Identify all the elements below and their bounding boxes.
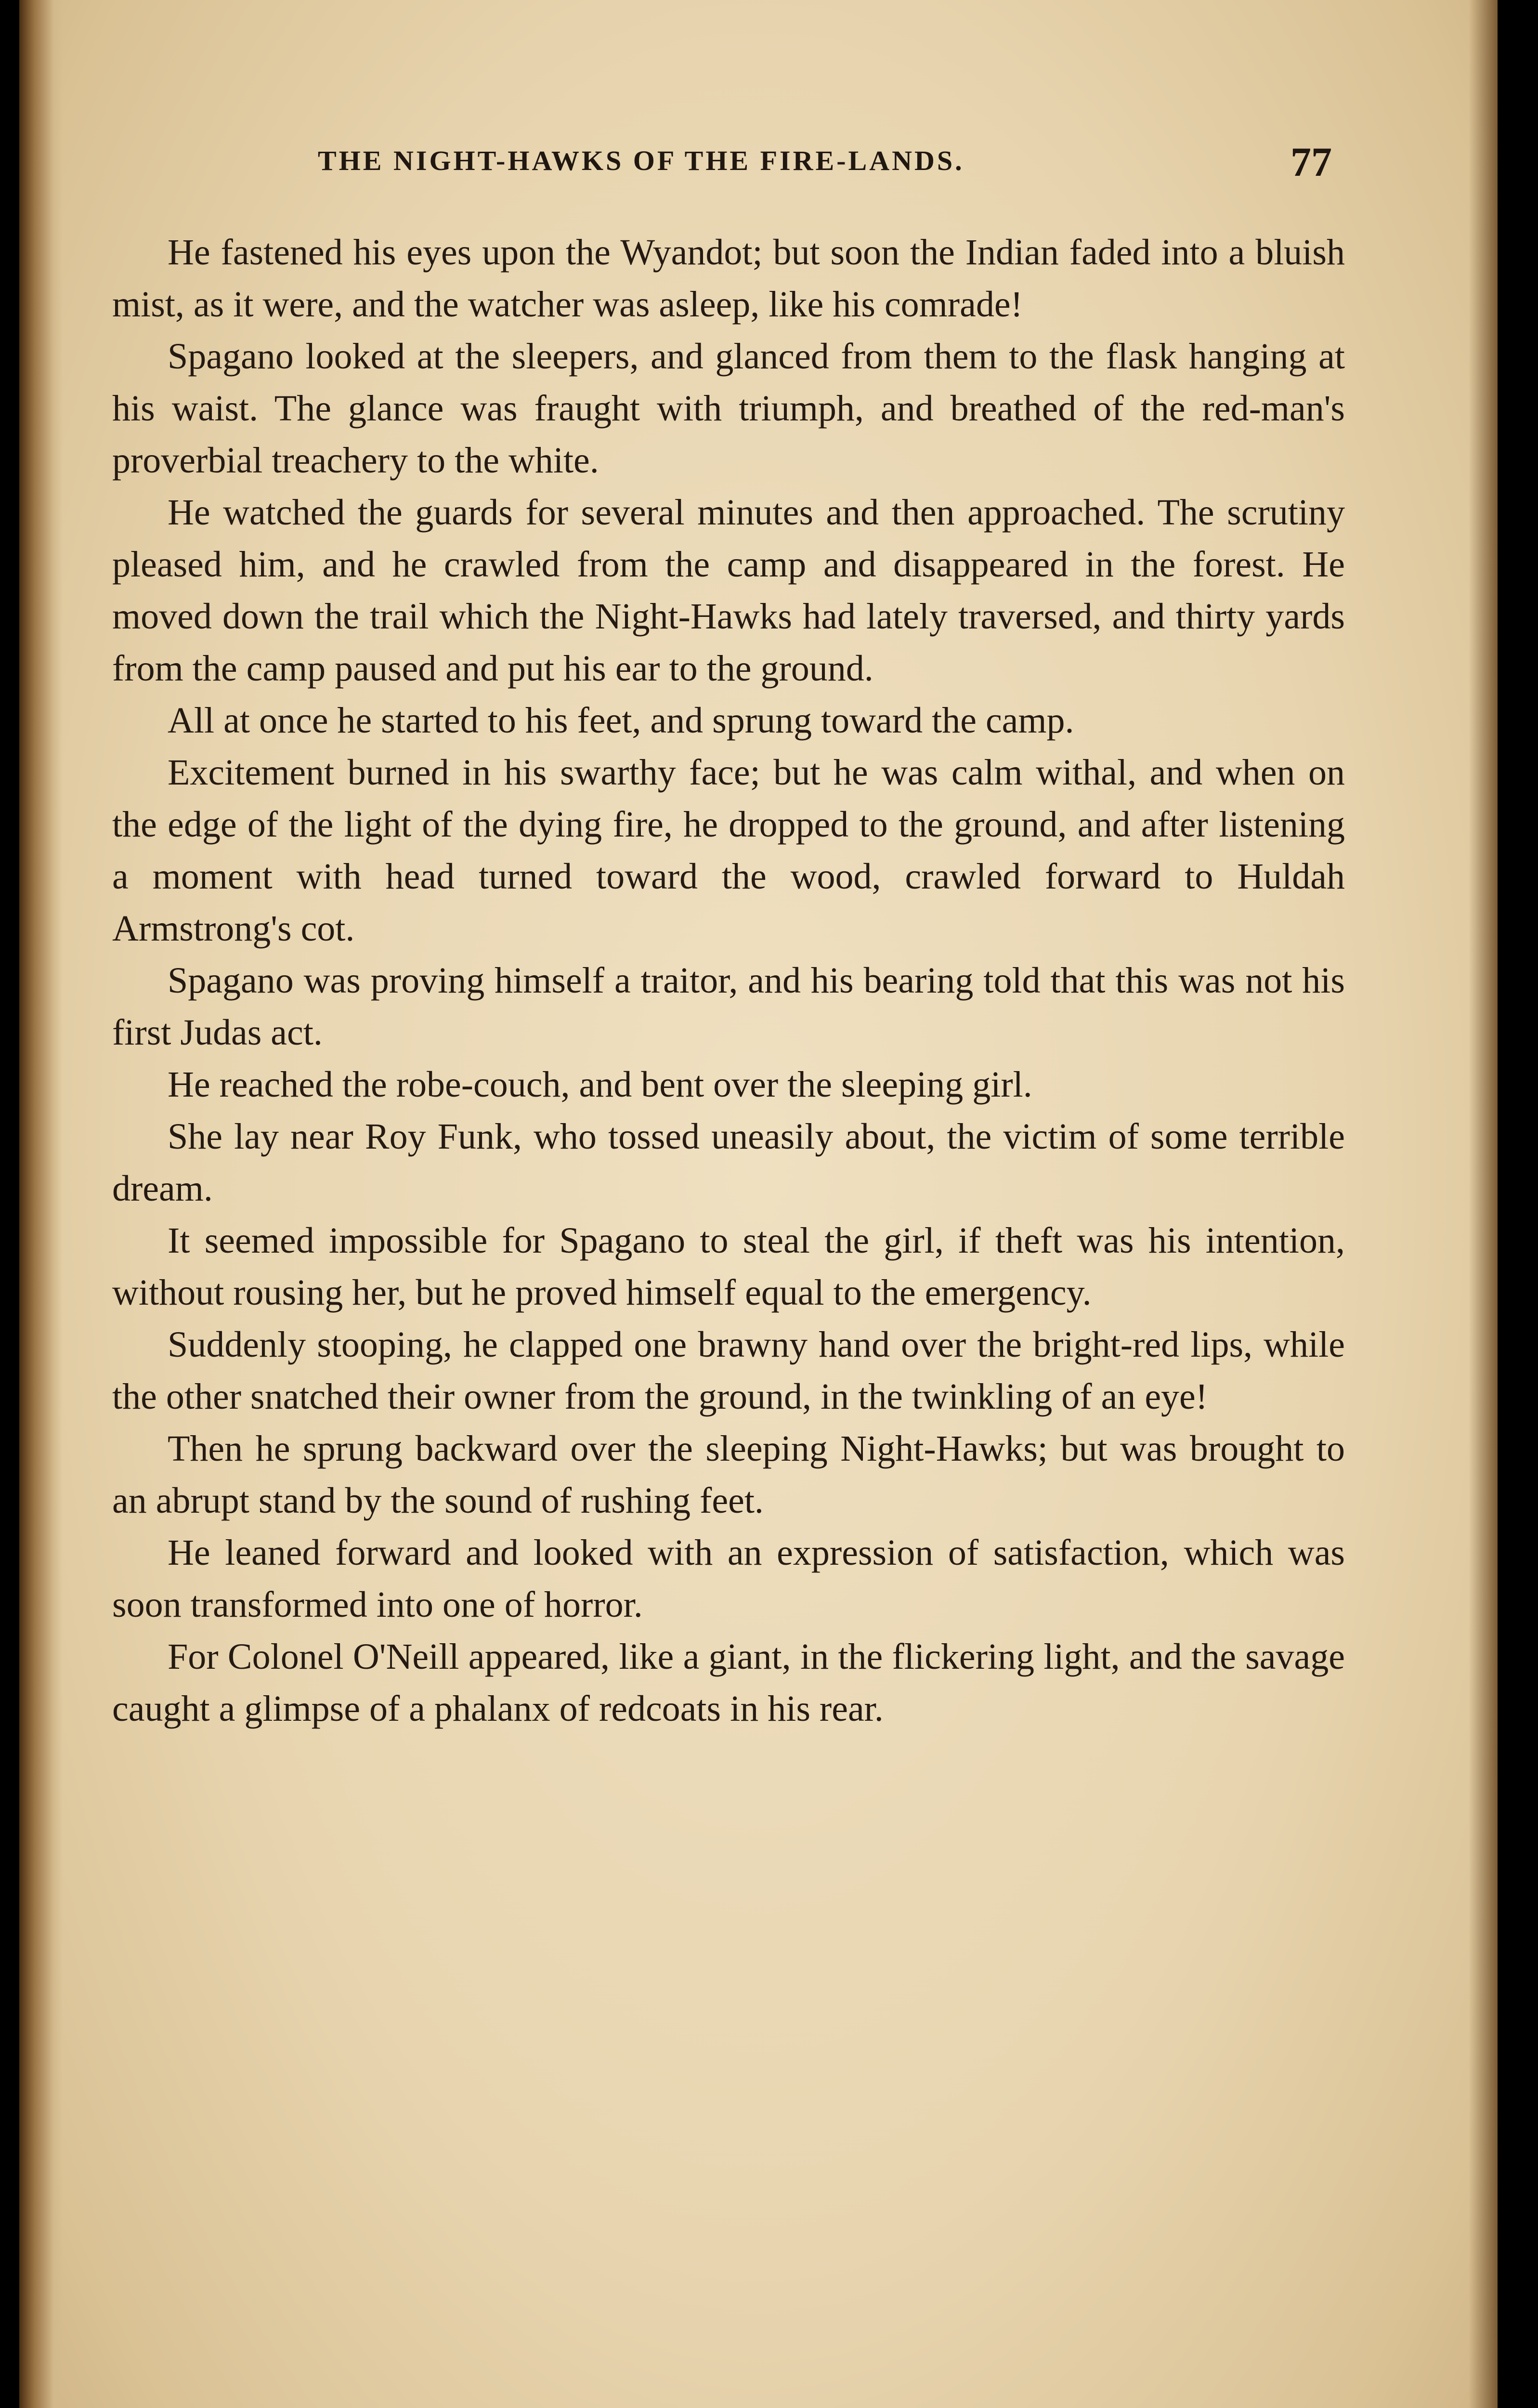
page-gutter-shadow [19,0,63,2408]
paragraph: He leaned forward and looked with an expression of satisfaction, which was soon transformed into one of horror. [112,1532,1345,1625]
running-head: THE NIGHT-HAWKS OF THE FIRE-LANDS. [318,145,965,176]
paragraph: For Colonel O'Neill appeared, like a giant, in the flickering light, and the savage caught a glimpse of a phalanx of redcoats in his rear. [112,1636,1345,1729]
paragraph: Spagano looked at the sleepers, and glanced from them to the flask hanging at his waist. The glance was fraught with triumph, and breathed of the red-man's proverbial treachery to the white. [112,336,1345,481]
paragraph: Then he sprung backward over the sleeping Night-Hawks; but was brought to an abrupt stand by the sound of rushing feet. [112,1428,1345,1521]
page-number: 77 [1290,139,1332,185]
paragraph: He reached the robe-couch, and bent over the sleeping girl. [168,1064,1032,1105]
paragraph: It seemed impossible for Spagano to steal the girl, if theft was his intention, without rousing her, but he proved himself equal to the emergency. [112,1220,1345,1313]
page-edge-shadow [1469,0,1498,2408]
book-page [19,0,1498,2408]
paragraph: He fastened his eyes upon the Wyandot; but soon the Indian faded into a bluish mist, as it were, and the watcher was asleep, like his comrade! [112,232,1345,325]
paragraph: Excitement burned in his swarthy face; but he was calm withal, and when on the edge of the light of the dying fire, he dropped to the ground, and after listening a moment with head turned toward the wood, crawled forward to Huldah Armstrong's cot. [112,752,1345,949]
body-text [112,226,1345,1735]
paragraph: Spagano was proving himself a traitor, and his bearing told that this was not his first Judas act. [112,960,1345,1053]
paragraph: All at once he started to his feet, and sprung toward the camp. [168,700,1074,741]
paragraph: Suddenly stooping, he clapped one brawny hand over the bright-red lips, while the other snatched their owner from the ground, in the twinkling of an eye! [112,1324,1345,1417]
paragraph: He watched the guards for several minutes and then approached. The scrutiny pleased him, and he crawled from the camp and disappeared in the forest. He moved down the trail which the Night-Hawks had lately traversed, and thirty yards from the camp paused and put his ear to the ground. [112,492,1345,689]
paragraph: She lay near Roy Funk, who tossed uneasily about, the victim of some terrible dream. [112,1116,1345,1209]
